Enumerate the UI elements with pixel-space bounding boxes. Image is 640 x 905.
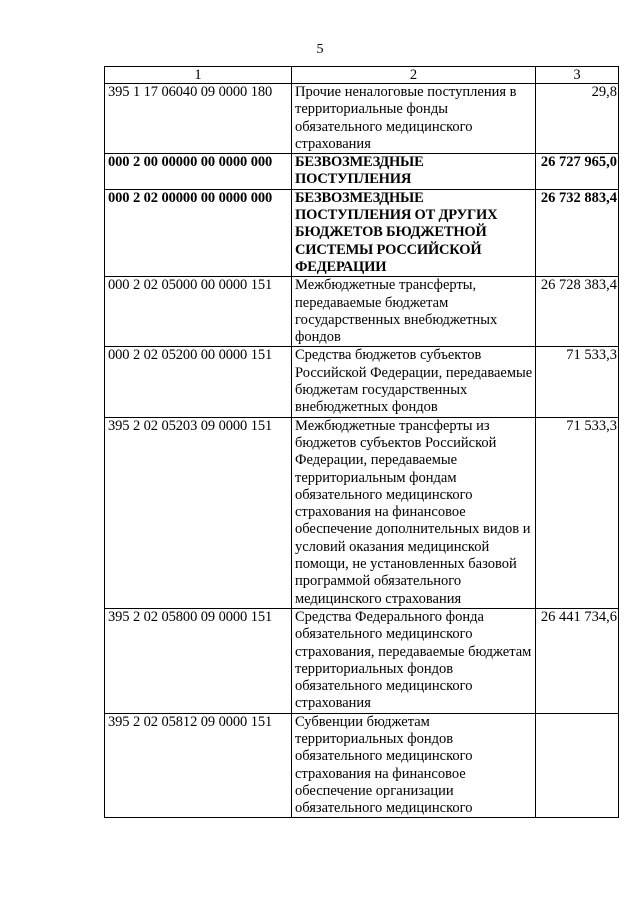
row-code: 000 2 00 00000 00 0000 000 <box>105 154 292 190</box>
row-amount: 26 728 383,4 <box>536 277 619 347</box>
row-amount: 29,8 <box>536 84 619 154</box>
row-amount: 71 533,3 <box>536 417 619 608</box>
row-name: БЕЗВОЗМЕЗДНЫЕ ПОСТУПЛЕНИЯ <box>292 154 536 190</box>
row-amount: 71 533,3 <box>536 347 619 417</box>
row-name: Межбюджетные трансферты, передаваемые бюджетам государственных внебюджетных фондов <box>292 277 536 347</box>
column-header-code: 1 <box>105 67 292 84</box>
row-name: Субвенции бюджетам территориальных фондов обязательного медицинского страхования на финансовое обеспечение организации обязательного медицинского <box>292 713 536 818</box>
table-row <box>105 608 619 713</box>
page-number: 5 <box>316 42 324 57</box>
row-amount: 26 732 883,4 <box>536 189 619 276</box>
column-header-name: 2 <box>292 67 536 84</box>
table-row <box>105 347 619 417</box>
column-header-amount: 3 <box>536 67 619 84</box>
row-code: 000 2 02 05200 00 0000 151 <box>105 347 292 417</box>
table-row <box>105 189 619 276</box>
row-code: 000 2 02 00000 00 0000 000 <box>105 189 292 276</box>
table-header-row <box>105 67 619 84</box>
budget-table <box>104 66 619 818</box>
row-code: 395 2 02 05812 09 0000 151 <box>105 713 292 818</box>
row-code: 395 2 02 05800 09 0000 151 <box>105 608 292 713</box>
table-row <box>105 713 619 818</box>
row-amount: 26 727 965,0 <box>536 154 619 190</box>
table-row <box>105 154 619 190</box>
table-row <box>105 84 619 154</box>
row-amount: 26 441 734,6 <box>536 608 619 713</box>
row-name: Прочие неналоговые поступления в территориальные фонды обязательного медицинского страхования <box>292 84 536 154</box>
row-name: Средства Федерального фонда обязательного медицинского страхования, передаваемые бюджетам территориальных фондов обязательного медицинского страхования <box>292 608 536 713</box>
row-code: 395 2 02 05203 09 0000 151 <box>105 417 292 608</box>
row-name: Межбюджетные трансферты из бюджетов субъектов Российской Федерации, передаваемые территориальным фондам обязательного медицинского страхования на финансовое обеспечение дополнительных видов и условий оказания медицинской помощи, не установленных базовой программой обязательного медицинского страхования <box>292 417 536 608</box>
row-code: 000 2 02 05000 00 0000 151 <box>105 277 292 347</box>
row-amount <box>536 713 619 818</box>
row-name: Средства бюджетов субъектов Российской Федерации, передаваемые бюджетам государственных внебюджетных фондов <box>292 347 536 417</box>
table-row <box>105 277 619 347</box>
row-name: БЕЗВОЗМЕЗДНЫЕ ПОСТУПЛЕНИЯ ОТ ДРУГИХ БЮДЖЕТОВ БЮДЖЕТНОЙ СИСТЕМЫ РОССИЙСКОЙ ФЕДЕРАЦИИ <box>292 189 536 276</box>
row-code: 395 1 17 06040 09 0000 180 <box>105 84 292 154</box>
table-row <box>105 417 619 608</box>
